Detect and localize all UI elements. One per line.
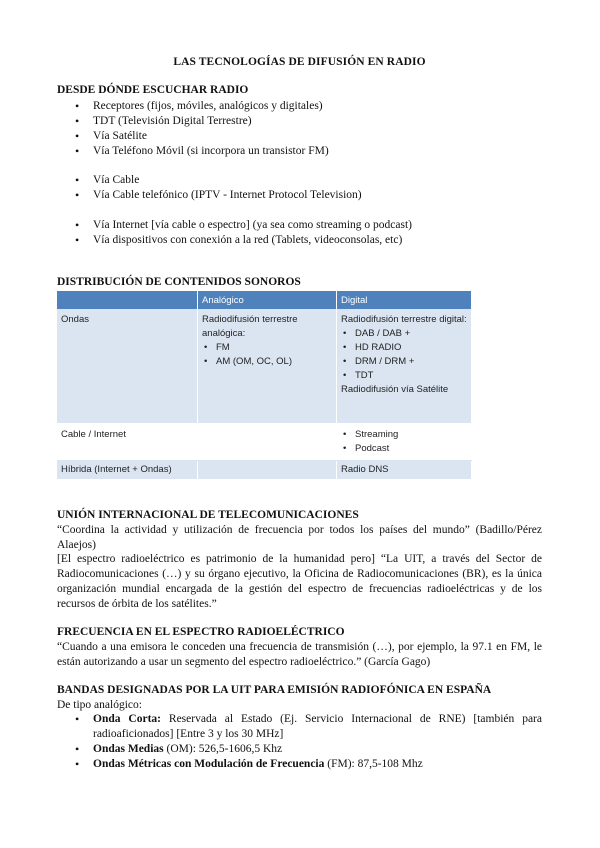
row-label: Cable / Internet [57, 424, 198, 461]
band-term: Ondas Medias [93, 743, 164, 755]
uit-quote-1: “Coordina la actividad y utilización de frecuencia por todos los países del mundo” (Badillo/Pérez Alaejos) [57, 524, 542, 551]
row-label: Ondas [57, 309, 198, 424]
cell-list-item: • Podcast [341, 442, 467, 456]
list-item: • Receptores (fijos, móviles, analógicos y digitales) [57, 99, 542, 114]
table-row [57, 424, 472, 461]
digital-cell [337, 424, 472, 461]
table-row [57, 309, 472, 424]
digital-cell: Radio DNS [337, 461, 472, 480]
uit-quote-2: [El espectro radioeléctrico es patrimonio de la humanidad pero] “La UIT, a través del Sector de Radiocomunicaciones (…) y su órgano ejecutivo, la Oficina de Radiocomunicaciones (BR), es la única organización mundial encargada de la gestión del espectro de frecuencias radioeléctricas y de los recursos de órbita de los satélites.” [57, 553, 542, 610]
bands-intro: De tipo analógico: [57, 699, 142, 711]
table-header-analog: Analógico [198, 291, 337, 309]
band-text: (OM): 526,5-1606,5 Khz [163, 743, 283, 755]
frequency-quote: “Cuando a una emisora le conceden una frecuencia de transmisión (…), por ejemplo, la 97.1 en FM, le están autorizando a usar un segmento del espectro radioeléctrico.” (García Gago) [57, 641, 542, 668]
list-item: • Vía Cable telefónico (IPTV - Internet Protocol Television) [57, 188, 542, 203]
listen-list-3 [57, 218, 542, 248]
table-header-digital: Digital [337, 291, 472, 309]
bands-list [57, 712, 542, 772]
table-header-row [57, 291, 472, 309]
list-item: • TDT (Televisión Digital Terrestre) [57, 114, 542, 129]
cell-list [202, 341, 332, 369]
cell-list-item: • HD RADIO [341, 341, 467, 355]
list-item: • Vía Cable [57, 173, 542, 188]
listen-list-1 [57, 99, 542, 159]
analog-cell [198, 309, 337, 424]
band-term: Ondas Métricas con Modulación de Frecuencia [93, 758, 325, 770]
analog-cell [198, 424, 337, 461]
section-heading-bands: BANDAS DESIGNADAS POR LA UIT PARA EMISIÓN RADIOFÓNICA EN ESPAÑA [57, 684, 492, 696]
band-term: Onda Corta: [93, 713, 161, 725]
list-item: • Vía Satélite [57, 129, 542, 144]
cell-list [341, 428, 467, 456]
cell-list [341, 327, 467, 383]
cell-text: Radiodifusión terrestre analógica: [202, 314, 298, 339]
table-header-empty [57, 291, 198, 309]
section-heading-frequency: FRECUENCIA EN EL ESPECTRO RADIOELÉCTRICO [57, 626, 345, 638]
list-item: • Vía Teléfono Móvil (si incorpora un transistor FM) [57, 144, 542, 159]
cell-list-item: • FM [202, 341, 332, 355]
list-item [57, 712, 542, 742]
list-item [57, 742, 542, 757]
section-heading-distribution: DISTRIBUCIÓN DE CONTENIDOS SONOROS [57, 276, 301, 288]
band-text: Reservada al Estado (Ej. Servicio Internacional de RNE) [también para radioaficionados] [Entre 3 y los 30 MHz] [93, 713, 542, 740]
document-title: LAS TECNOLOGÍAS DE DIFUSIÓN EN RADIO [173, 56, 426, 68]
section-heading-uit: UNIÓN INTERNACIONAL DE TELECOMUNICACIONES [57, 509, 359, 521]
listen-list-2 [57, 173, 542, 203]
list-item: • Vía dispositivos con conexión a la red (Tablets, videoconsolas, etc) [57, 233, 542, 248]
digital-cell [337, 309, 472, 424]
cell-list-item: • TDT [341, 369, 467, 383]
table-row [57, 461, 472, 480]
list-item: • Vía Internet [vía cable o espectro] (ya sea como streaming o podcast) [57, 218, 542, 233]
list-item [57, 757, 542, 772]
distribution-table [57, 291, 472, 480]
section-heading-listen: DESDE DÓNDE ESCUCHAR RADIO [57, 84, 249, 96]
cell-list-item: • AM (OM, OC, OL) [202, 355, 332, 369]
analog-cell [198, 461, 337, 480]
row-label: Híbrida (Internet + Ondas) [57, 461, 198, 480]
cell-list-item: • DRM / DRM + [341, 355, 467, 369]
band-text: (FM): 87,5-108 Mhz [324, 758, 423, 770]
cell-list-item: • Streaming [341, 428, 467, 442]
cell-list-item: • DAB / DAB + [341, 327, 467, 341]
cell-text: Radiodifusión terrestre digital: [341, 314, 467, 325]
cell-text: Radiodifusión vía Satélite [341, 384, 449, 395]
